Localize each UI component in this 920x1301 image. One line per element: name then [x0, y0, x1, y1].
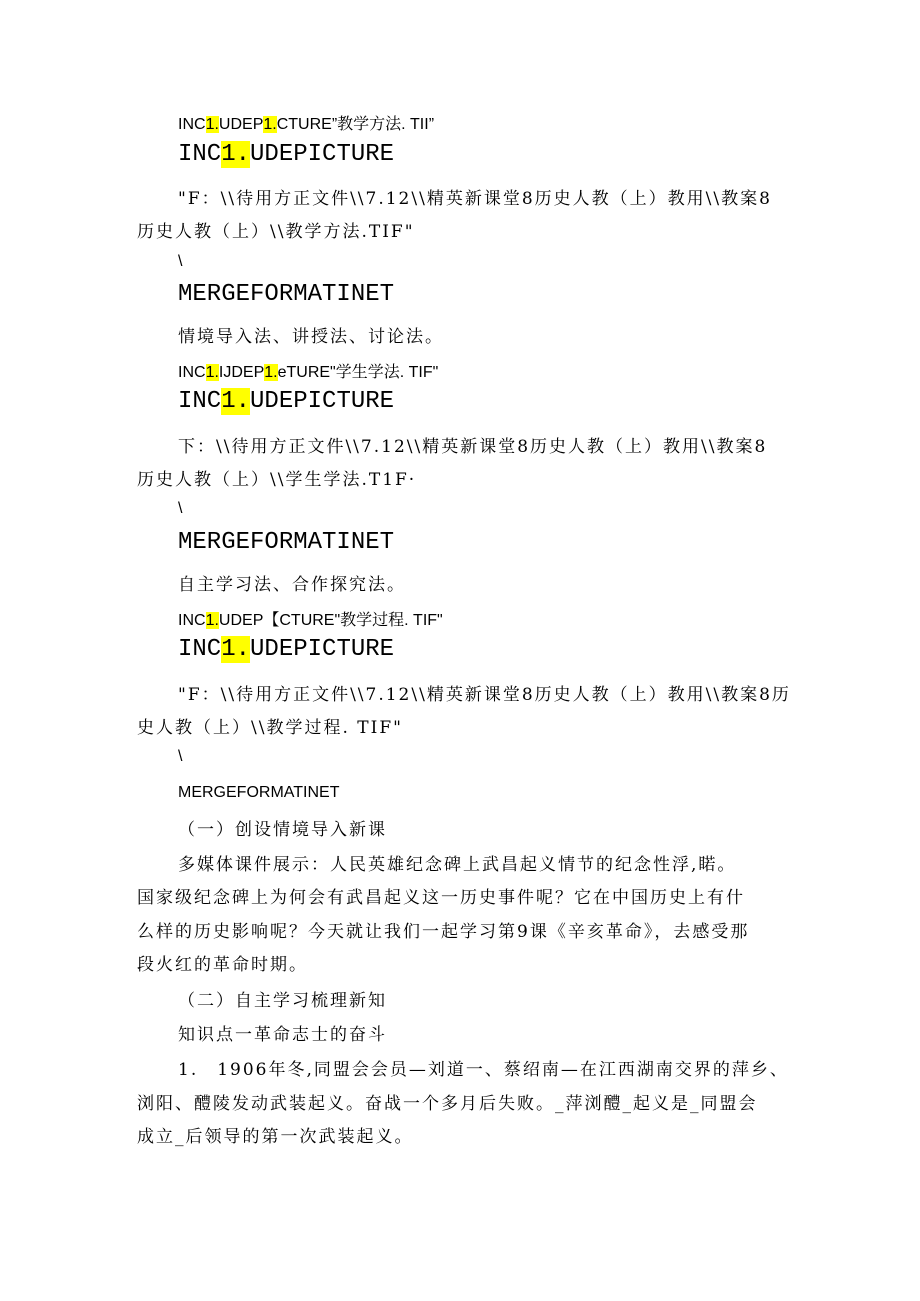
text-run: INC: [178, 612, 206, 629]
paragraph-line: 段火红的革命时期。: [137, 955, 308, 975]
highlighted-text: 1.: [205, 364, 219, 381]
text-line: "F：\\待用方正文件\\7.12\\精英新课堂8历史人教（上）教用\\教案8历: [178, 685, 791, 705]
text-line: \: [178, 500, 183, 517]
text-line: MERGEFORMATINET: [178, 784, 340, 801]
highlighted-text: 1.: [205, 612, 219, 629]
highlighted-text: 1.: [205, 116, 219, 133]
paragraph-line: 么样的历史影响呢？今天就让我们一起学习第9课《辛亥革命》，去感受那: [137, 922, 750, 942]
section-heading: （一）创设情境导入新课: [178, 820, 387, 840]
field-code-line: [178, 636, 394, 663]
text-line: MERGEFORMATINET: [178, 529, 395, 556]
text-line: 历史人教（上）\\学生学法.T1F·: [137, 470, 417, 490]
highlighted-text: 1.: [221, 388, 251, 415]
text-run: UDEPICTURE: [250, 636, 395, 663]
text-run: INC: [178, 364, 206, 381]
text-run: UDEPICTURE: [250, 388, 395, 415]
highlighted-text: 1.: [264, 364, 278, 381]
text-line: \: [178, 748, 183, 765]
field-code-line: [178, 388, 394, 415]
section-heading: （二）自主学习梳理新知: [178, 991, 387, 1011]
paragraph-line: 成立_后领导的第一次武装起义。: [137, 1127, 414, 1147]
text-run: CTURE”教学方法. TII”: [276, 116, 435, 133]
text-line: MERGEFORMATINET: [178, 281, 395, 308]
highlighted-text: 1.: [263, 116, 277, 133]
paragraph-line: 浏阳、醴陵发动武装起义。奋战一个多月后失败。_萍浏醴_起义是_同盟会: [137, 1094, 758, 1114]
field-code-line: [178, 607, 443, 630]
field-code-line: [178, 141, 394, 168]
subheading: 知识点一革命志士的奋斗: [178, 1025, 387, 1045]
highlighted-text: 1.: [221, 636, 251, 663]
field-code-line: [178, 111, 434, 134]
text-run: UDEP: [218, 116, 264, 133]
text-line: 历史人教（上）\\教学方法.TIF": [137, 222, 415, 242]
text-run: INC: [178, 141, 222, 168]
text-line: 下：\\待用方正文件\\7.12\\精英新课堂8历史人教（上）教用\\教案8: [178, 437, 768, 457]
text-line: \: [178, 253, 183, 270]
highlighted-text: 1.: [221, 141, 251, 168]
text-run: UDEP【CTURE"教学过程. TIF": [218, 612, 443, 629]
text-run: INC: [178, 116, 206, 133]
text-line: "F：\\待用方正文件\\7.12\\精英新课堂8历史人教（上）教用\\教案8: [178, 189, 772, 209]
text-run: INC: [178, 388, 222, 415]
paragraph-line: 国家级纪念碑上为何会有武昌起义这一历史事件呢？它在中国历史上有什: [137, 888, 745, 908]
paragraph-line: 1. 1906年冬,同盟会会员—刘道一、蔡绍南—在江西湖南交界的萍乡、: [178, 1060, 789, 1080]
text-line: 自主学习法、合作探究法。: [178, 575, 406, 595]
text-run: INC: [178, 636, 222, 663]
paragraph-line: 多媒体课件展示：人民英雄纪念碑上武昌起义情节的纪念性浮,睰。: [178, 855, 737, 875]
text-run: IJDEP: [218, 364, 265, 381]
text-run: UDEPICTURE: [250, 141, 395, 168]
text-run: eTURE"学生学法. TIF": [277, 364, 439, 381]
field-code-line: [178, 359, 438, 382]
text-line: 史人教（上）\\教学过程. TIF": [137, 718, 403, 738]
text-line: 情境导入法、讲授法、讨论法。: [178, 327, 444, 347]
